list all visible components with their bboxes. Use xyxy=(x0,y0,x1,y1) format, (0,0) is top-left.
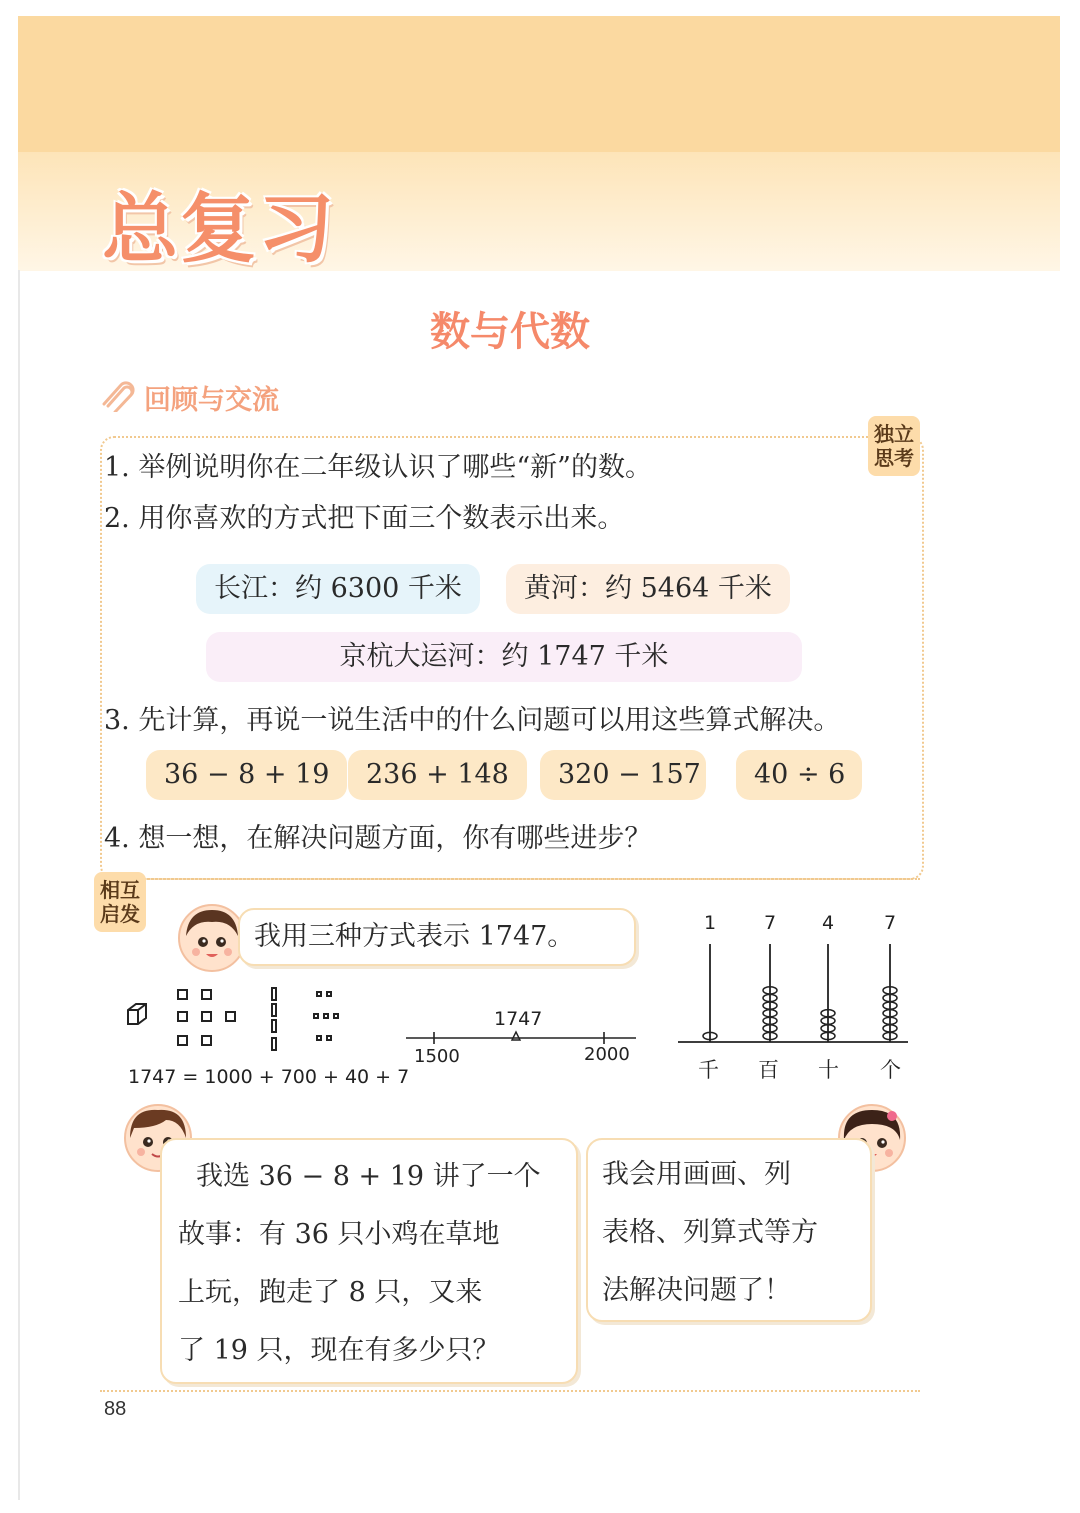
river-canal: 京杭大运河：约 1747 千米 xyxy=(206,632,802,682)
question-3: 3. 先计算，再说一说生活中的什么问题可以用这些算式解决。 xyxy=(104,705,841,736)
tag-mutual-inspiration xyxy=(94,872,146,932)
river-changjiang: 长江：约 6300 千米 xyxy=(196,564,480,614)
speech-text: 我用三种方式表示 1747。 xyxy=(254,921,575,952)
expression-2: 236 + 148 xyxy=(348,750,527,800)
paperclip-icon xyxy=(100,380,136,416)
page-number: 88 xyxy=(104,1398,127,1420)
tag-independent-thinking xyxy=(868,416,920,476)
number-line-value: 1747 xyxy=(494,1008,543,1030)
speech-line: 我选 36 − 8 + 19 讲了一个 xyxy=(196,1161,541,1192)
tag-line: 相互 xyxy=(100,878,140,902)
abacus-digit-tens: 4 xyxy=(822,912,835,934)
chapter-title: 总复习 xyxy=(102,184,336,273)
tag-line: 独立 xyxy=(874,422,914,446)
speech-line: 我会用画画、列 xyxy=(602,1159,791,1190)
speech-line: 上玩，跑走了 8 只，又来 xyxy=(178,1277,483,1308)
expression-4: 40 ÷ 6 xyxy=(736,750,862,800)
abacus-place-tens: 十 xyxy=(818,1058,839,1082)
abacus-place-ones: 个 xyxy=(880,1058,901,1082)
abacus xyxy=(676,936,912,1050)
subsection-heading xyxy=(100,378,279,417)
speech-bubble-boy2 xyxy=(160,1138,578,1384)
number-line-end: 2000 xyxy=(584,1044,630,1065)
speech-bubble-boy1 xyxy=(238,908,636,966)
question-2: 2. 用你喜欢的方式把下面三个数表示出来。 xyxy=(104,503,625,534)
subsection-title: 回顾与交流 xyxy=(144,385,279,416)
tag-line: 思考 xyxy=(874,446,914,470)
place-value-blocks xyxy=(122,982,362,1066)
abacus-digit-thousands: 1 xyxy=(704,912,717,934)
abacus-digit-hundreds: 7 xyxy=(764,912,777,934)
speech-line: 故事：有 36 只小鸡在草地 xyxy=(178,1219,500,1250)
chapter-header-top xyxy=(18,16,1060,152)
expression-3: 320 − 157 xyxy=(540,750,706,800)
speech-line: 了 19 只，现在有多少只？ xyxy=(178,1335,500,1366)
abacus-place-hundreds: 百 xyxy=(758,1058,779,1082)
abacus-place-thousands: 千 xyxy=(698,1058,719,1082)
speech-line: 表格、列算式等方 xyxy=(602,1217,818,1248)
river-huanghe: 黄河：约 5464 千米 xyxy=(506,564,790,614)
speech-line: 法解决问题了！ xyxy=(602,1275,791,1306)
question-1: 1. 举例说明你在二年级认识了哪些“新”的数。 xyxy=(104,452,652,483)
section-title: 数与代数 xyxy=(430,309,590,355)
question-4: 4. 想一想，在解决问题方面，你有哪些进步？ xyxy=(104,823,652,854)
handwritten-equation: 1747 = 1000 + 700 + 40 + 7 xyxy=(128,1066,410,1088)
abacus-digit-ones: 7 xyxy=(884,912,897,934)
expression-1: 36 − 8 + 19 xyxy=(146,750,347,800)
boy-avatar xyxy=(178,904,246,972)
number-line-start: 1500 xyxy=(414,1046,460,1067)
page-left-rule xyxy=(18,270,20,1500)
speech-bubble-girl xyxy=(586,1138,872,1322)
tag-line: 启发 xyxy=(100,902,140,926)
